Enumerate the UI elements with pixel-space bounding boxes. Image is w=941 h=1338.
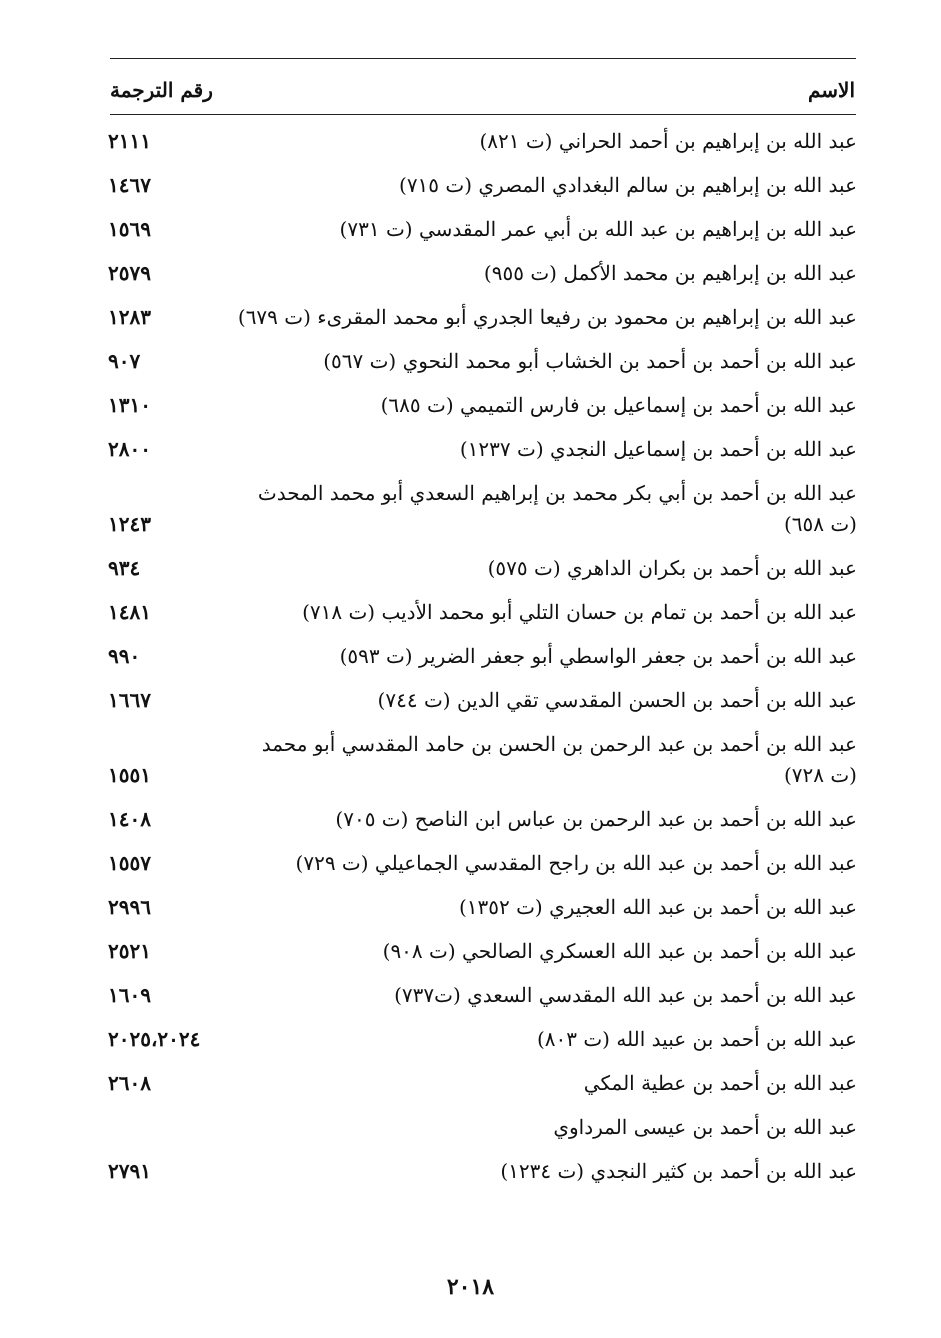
name-column-header: الاسم	[807, 78, 855, 102]
entry-number: ٢١١١	[108, 129, 151, 153]
entry-number: ١٦٠٩	[108, 983, 151, 1007]
entry-number: ٢٠٢٥،٢٠٢٤	[108, 1027, 201, 1051]
top-rule	[110, 58, 856, 59]
entry-number: ٢٥٢١	[108, 939, 151, 963]
entry-name: عبد الله بن أحمد بن عبد الرحمن بن الحسن بن حامد المقدسي أبو محمد (ت ٧٢٨)	[261, 732, 857, 787]
entry-number: ٢٨٠٠	[108, 437, 151, 461]
list-item	[108, 597, 857, 628]
list-item	[108, 553, 857, 584]
entry-name: عبد الله بن أحمد بن عبد الله بن راجح المقدسي الجماعيلي (ت ٧٢٩)	[295, 851, 857, 875]
list-item	[108, 936, 857, 967]
entry-number: ٢٧٩١	[108, 1159, 151, 1183]
list-item	[108, 302, 857, 333]
list-item	[108, 258, 857, 289]
entry-name: عبد الله بن أحمد بن جعفر الواسطي أبو جعفر الضرير (ت ٥٩٣)	[339, 644, 857, 668]
list-item	[108, 804, 857, 835]
list-item	[108, 346, 857, 377]
entry-number: ١٤٨١	[108, 600, 151, 624]
entry-name: عبد الله بن أحمد بن إسماعيل النجدي (ت ١٢٣٧)	[459, 437, 857, 461]
entry-name: عبد الله بن أحمد بن عبيد الله (ت ٨٠٣)	[536, 1027, 857, 1051]
entry-name: عبد الله بن أحمد بن أبي بكر محمد بن إبراهيم السعدي أبو محمد المحدث (ت ٦٥٨)	[257, 481, 857, 536]
list-item	[108, 1024, 857, 1055]
number-column-header: رقم الترجمة	[110, 78, 213, 102]
entry-name: عبد الله بن أحمد بن تمام بن حسان التلي أبو محمد الأديب (ت ٧١٨)	[302, 600, 857, 624]
list-item	[108, 390, 857, 421]
entry-number: ٩٠٧	[108, 349, 141, 373]
list-item	[108, 1068, 857, 1099]
list-item	[108, 729, 857, 791]
list-item	[108, 892, 857, 923]
entry-name: عبد الله بن أحمد بن عبد الله العسكري الصالحي (ت ٩٠٨)	[382, 939, 857, 963]
entry-name: عبد الله بن أحمد بن عبد الله العجيري (ت ١٣٥٢)	[458, 895, 857, 919]
list-item	[108, 126, 857, 157]
list-item	[108, 434, 857, 465]
entry-number: ١٦٦٧	[108, 688, 151, 712]
entry-name: عبد الله بن أحمد بن عيسى المرداوي	[553, 1115, 857, 1139]
list-item	[108, 478, 857, 540]
entries-list	[108, 126, 857, 1200]
entry-name: عبد الله بن أحمد بن إسماعيل بن فارس التميمي (ت ٦٨٥)	[380, 393, 857, 417]
entry-number: ١٥٥١	[108, 763, 151, 787]
entry-name: عبد الله بن إبراهيم بن أحمد الحراني (ت ٨٢١)	[479, 129, 857, 153]
list-item	[108, 848, 857, 879]
entry-name: عبد الله بن أحمد بن الحسن المقدسي تقي الدين (ت ٧٤٤)	[377, 688, 857, 712]
entry-number: ٢٦٠٨	[108, 1071, 151, 1095]
entry-number: ١٤٠٨	[108, 807, 151, 831]
entry-name: عبد الله بن أحمد بن كثير النجدي (ت ١٢٣٤)	[500, 1159, 857, 1183]
entry-number: ١٤٦٧	[108, 173, 151, 197]
entry-number: ٩٩٠	[108, 644, 141, 668]
list-item	[108, 170, 857, 201]
entry-number: ٢٩٩٦	[108, 895, 151, 919]
entry-name: عبد الله بن أحمد بن عطية المكي	[583, 1071, 857, 1095]
list-item	[108, 641, 857, 672]
entry-number: ٢٥٧٩	[108, 261, 151, 285]
list-item	[108, 1112, 857, 1143]
entry-name: عبد الله بن أحمد بن بكران الداهري (ت ٥٧٥)	[487, 556, 857, 580]
header-rule	[110, 114, 856, 115]
list-item	[108, 685, 857, 716]
entry-name: عبد الله بن أحمد بن أحمد بن الخشاب أبو محمد النحوي (ت ٥٦٧)	[323, 349, 857, 373]
entry-name: عبد الله بن إبراهيم بن سالم البغدادي المصري (ت ٧١٥)	[399, 173, 857, 197]
page-number: ٢٠١٨	[446, 1274, 495, 1300]
entry-name: عبد الله بن إبراهيم بن محمد الأكمل (ت ٩٥٥)	[483, 261, 857, 285]
list-item	[108, 980, 857, 1011]
entry-number: ١٥٦٩	[108, 217, 151, 241]
entry-name: عبد الله بن أحمد بن عبد الله المقدسي السعدي (ت٧٣٧)	[394, 983, 857, 1007]
entry-name: عبد الله بن أحمد بن عبد الرحمن بن عباس ابن الناصح (ت ٧٠٥)	[335, 807, 857, 831]
entry-number: ١٢٤٣	[108, 512, 151, 536]
entry-number: ١٣١٠	[108, 393, 151, 417]
entry-number: ١٢٨٣	[108, 305, 151, 329]
entry-name: عبد الله بن إبراهيم بن عبد الله بن أبي عمر المقدسي (ت ٧٣١)	[339, 217, 857, 241]
list-item	[108, 214, 857, 245]
list-item	[108, 1156, 857, 1187]
entry-number: ١٥٥٧	[108, 851, 151, 875]
entry-number: ٩٣٤	[108, 556, 141, 580]
entry-name: عبد الله بن إبراهيم بن محمود بن رفيعا الجدري أبو محمد المقرىء (ت ٦٧٩)	[237, 305, 857, 329]
